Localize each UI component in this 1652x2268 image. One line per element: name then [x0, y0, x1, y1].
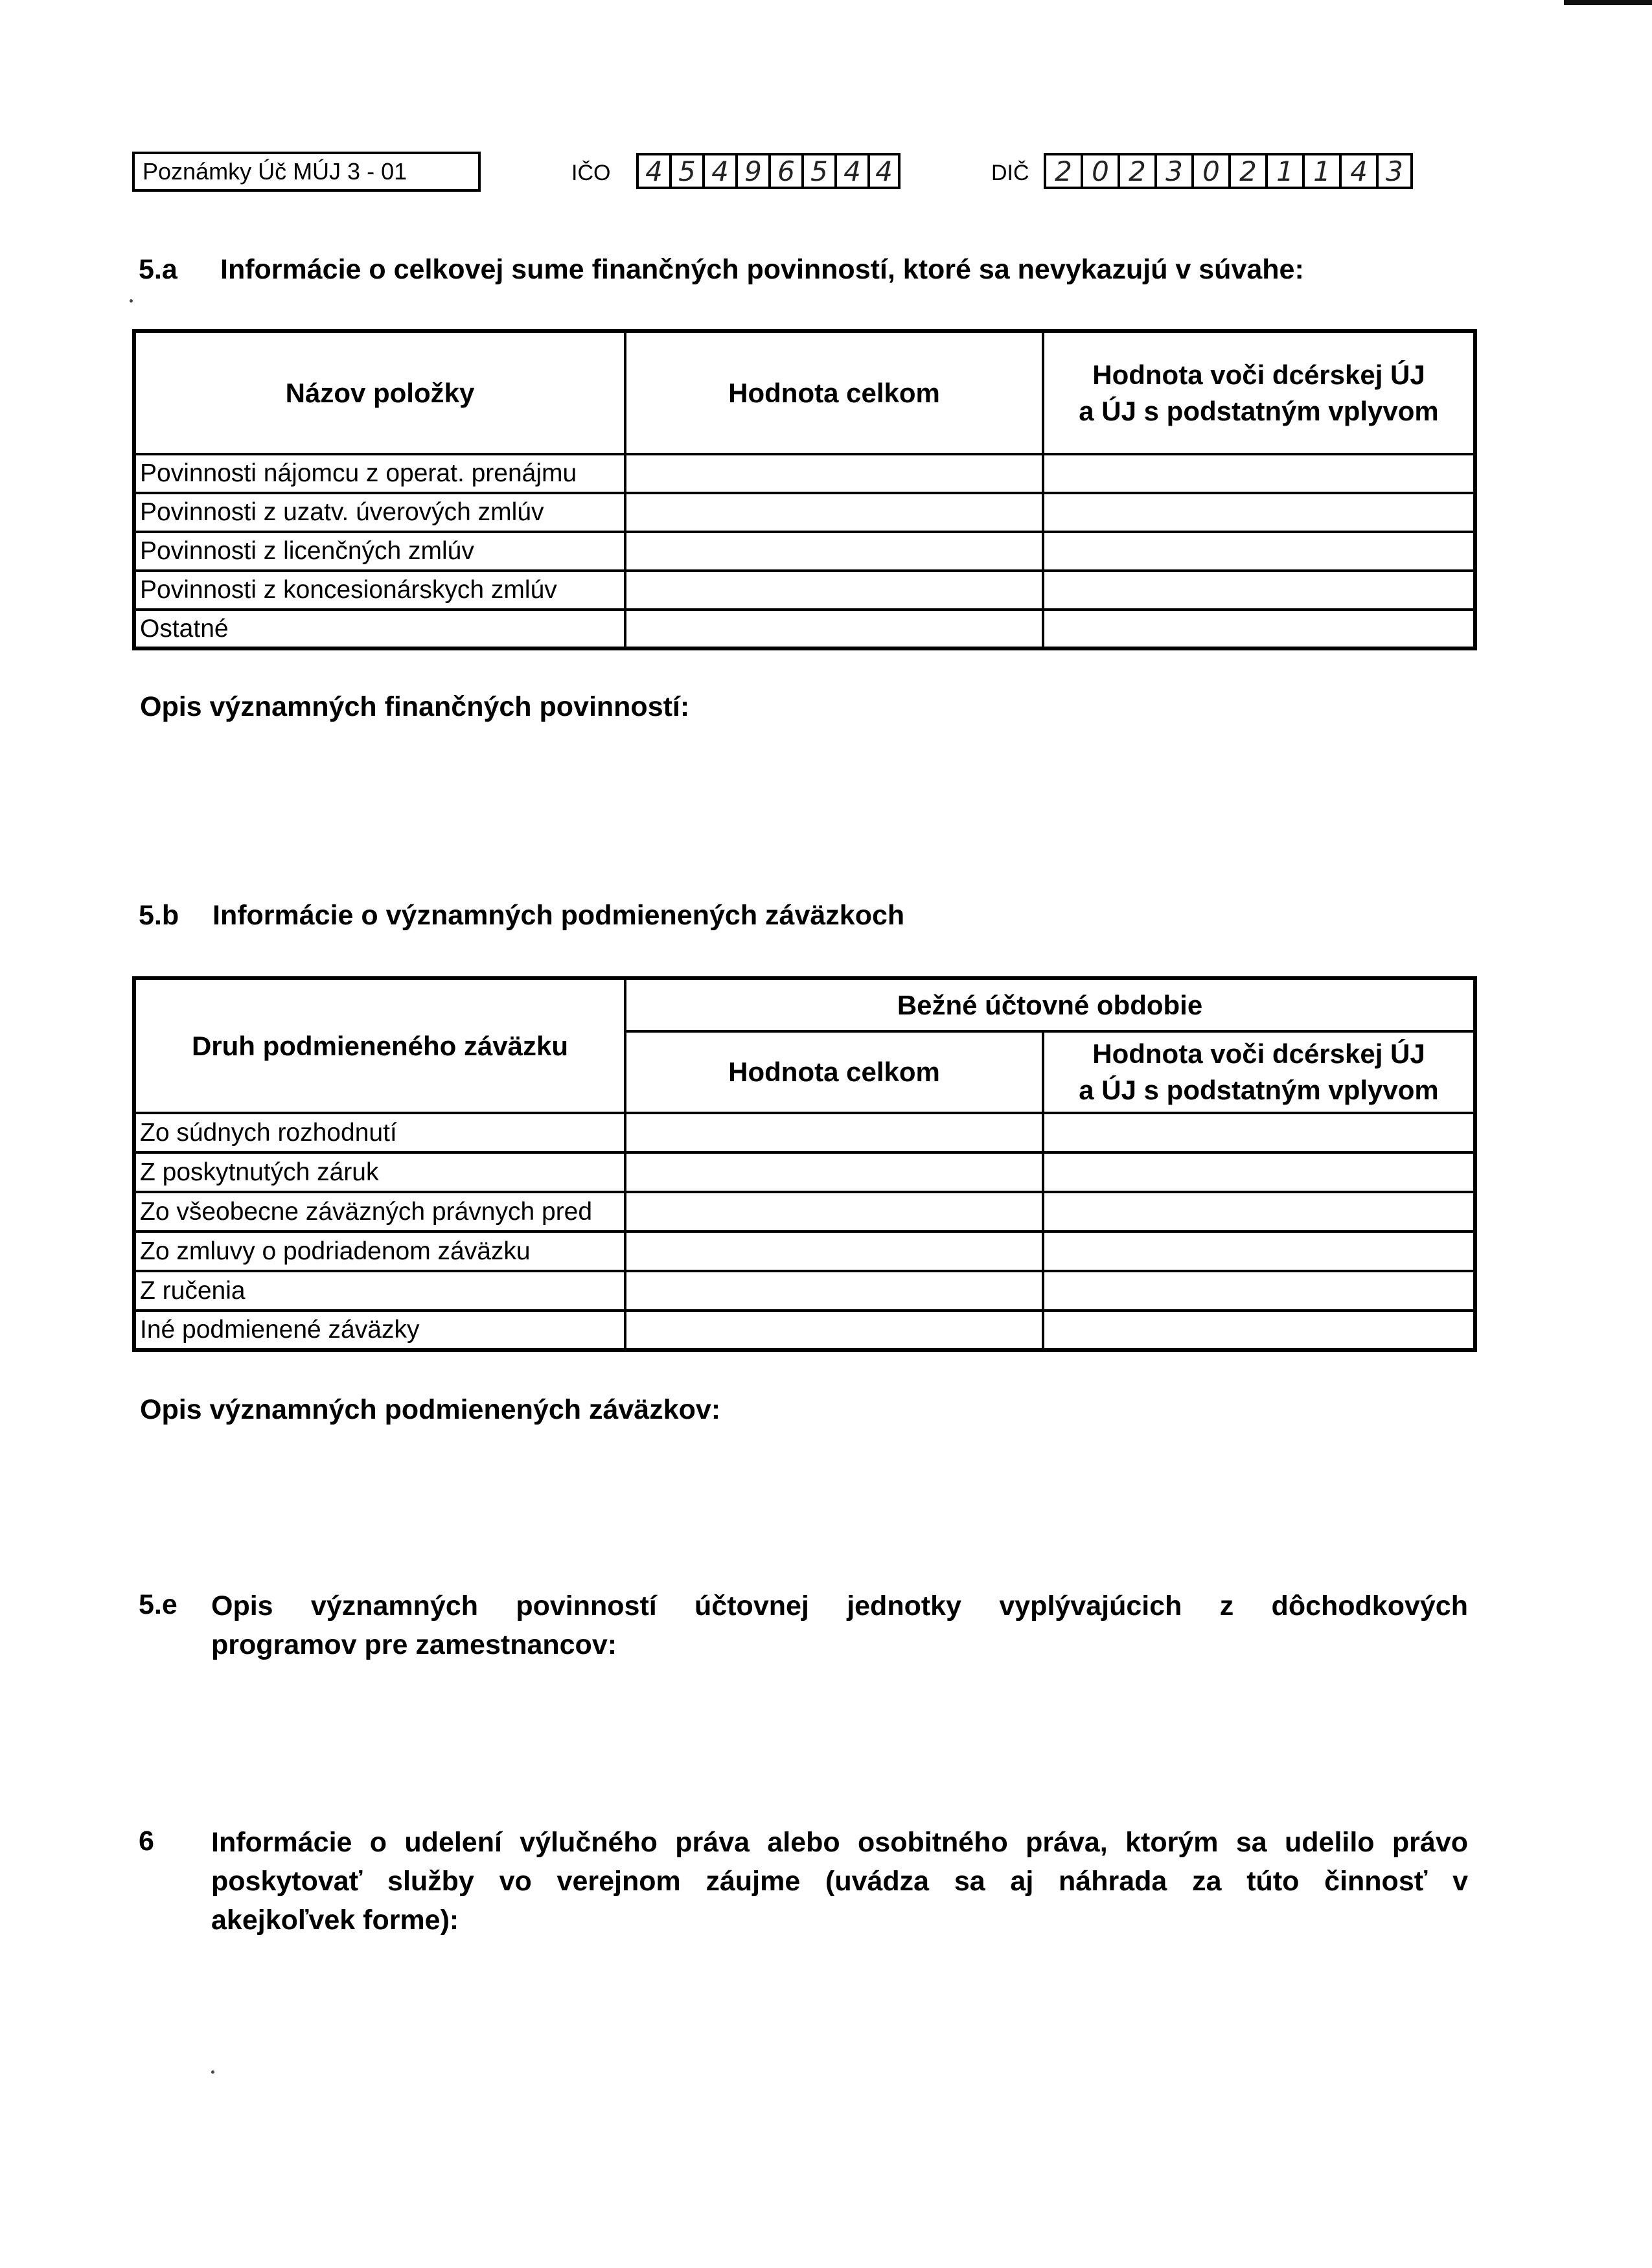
- dic-digit: 0: [1081, 153, 1118, 189]
- ico-digit: 6: [768, 153, 801, 189]
- table-row-label: Iné podmienené záväzky: [134, 1311, 625, 1350]
- dic-digit: 3: [1154, 153, 1191, 189]
- section-5a-number: 5.a: [139, 254, 178, 285]
- table-cell-total[interactable]: [625, 571, 1043, 610]
- column-header-liability-type: Druh podmieneného záväzku: [134, 978, 625, 1113]
- financial-obligations-table: [132, 329, 1477, 650]
- section-5a-title: Informácie o celkovej sume finančných povinností, ktoré sa nevykazujú v súvahe:: [220, 254, 1304, 285]
- section-5b-title: Informácie o významných podmienených záväzkoch: [212, 900, 905, 931]
- section-5e-text: Opis významných povinností účtovnej jednotky vyplývajúcich z dôchodkových programov pre zamestnancov:: [211, 1590, 1468, 1660]
- column-header-total-value: Hodnota celkom: [625, 1031, 1043, 1113]
- table-cell-subsidiary[interactable]: [1043, 1271, 1475, 1311]
- table-row-label: Z poskytnutých záruk: [134, 1152, 625, 1192]
- table-cell-total[interactable]: [625, 1113, 1043, 1152]
- scan-edge-mark: [1564, 0, 1652, 5]
- ico-digit: 5: [669, 153, 702, 189]
- column-header-subsidiary-value: Hodnota voči dcérskej ÚJ a ÚJ s podstatným vplyvom: [1043, 1031, 1475, 1113]
- section-5b-number: 5.b: [139, 900, 179, 931]
- dic-digit: 2: [1228, 153, 1265, 189]
- form-code-box: Poznámky Úč MÚJ 3 - 01: [132, 152, 481, 192]
- scan-speck: [130, 299, 133, 303]
- contingent-liabilities-table: [132, 976, 1477, 1352]
- table-cell-total[interactable]: [625, 532, 1043, 571]
- table-cell-total[interactable]: [625, 1231, 1043, 1271]
- dic-digit: 3: [1376, 153, 1413, 189]
- ico-digit: 5: [801, 153, 834, 189]
- table-cell-total[interactable]: [625, 493, 1043, 532]
- dic-digit: 4: [1339, 153, 1376, 189]
- column-header-current-period: Bežné účtovné obdobie: [625, 978, 1475, 1031]
- table-row-label: Povinnosti z koncesionárskych zmlúv: [134, 571, 625, 610]
- ico-digit: 4: [636, 153, 669, 189]
- dic-digit: 0: [1191, 153, 1228, 189]
- table-cell-subsidiary[interactable]: [1043, 610, 1475, 648]
- table-row-label: Povinnosti z licenčných zmlúv: [134, 532, 625, 571]
- table-cell-subsidiary[interactable]: [1043, 571, 1475, 610]
- table-cell-subsidiary[interactable]: [1043, 493, 1475, 532]
- dic-label: DIČ: [991, 161, 1029, 185]
- dic-digit-boxes: [1044, 153, 1413, 192]
- table-cell-subsidiary[interactable]: [1043, 1231, 1475, 1271]
- table-row-label: Povinnosti z uzatv. úverových zmlúv: [134, 493, 625, 532]
- table-row-label: Ostatné: [134, 610, 625, 648]
- table-row-label: Povinnosti nájomcu z operat. prenájmu: [134, 454, 625, 493]
- table-cell-total[interactable]: [625, 1152, 1043, 1192]
- ico-label: IČO: [571, 161, 611, 185]
- column-header-item-name: Názov položky: [134, 331, 625, 454]
- table-row-label: Zo súdnych rozhodnutí: [134, 1113, 625, 1152]
- section-5e-number: 5.e: [139, 1589, 178, 1620]
- table-row-label: Zo všeobecne záväzných právnych pred: [134, 1192, 625, 1231]
- financial-obligations-description-heading: Opis významných finančných povinností:: [140, 691, 690, 722]
- ico-digit-boxes: [636, 153, 901, 192]
- table-cell-subsidiary[interactable]: [1043, 1192, 1475, 1231]
- section-6-number: 6: [139, 1826, 154, 1857]
- table-cell-total[interactable]: [625, 1271, 1043, 1311]
- dic-digit: 2: [1118, 153, 1154, 189]
- table-row-label: Z ručenia: [134, 1271, 625, 1311]
- ico-digit: 4: [702, 153, 735, 189]
- section-6-text: Informácie o udelení výlučného práva alebo osobitného práva, ktorým sa udelilo právo poskytovať služby vo verejnom záujme (uvádza sa aj náhrada za túto činnosť v akejkoľvek forme):: [211, 1827, 1468, 1936]
- column-header-subsidiary-value: Hodnota voči dcérskej ÚJ a ÚJ s podstatným vplyvom: [1043, 331, 1475, 454]
- dic-digit: 2: [1044, 153, 1081, 189]
- table-cell-subsidiary[interactable]: [1043, 454, 1475, 493]
- column-header-total-value: Hodnota celkom: [625, 331, 1043, 454]
- contingent-liabilities-description-heading: Opis významných podmienených záväzkov:: [140, 1394, 721, 1425]
- dic-digit: 1: [1265, 153, 1302, 189]
- table-row-label: Zo zmluvy o podriadenom záväzku: [134, 1231, 625, 1271]
- table-cell-subsidiary[interactable]: [1043, 1113, 1475, 1152]
- ico-digit: 4: [867, 153, 901, 189]
- table-cell-subsidiary[interactable]: [1043, 1152, 1475, 1192]
- table-cell-subsidiary[interactable]: [1043, 1311, 1475, 1350]
- table-cell-total[interactable]: [625, 1192, 1043, 1231]
- table-cell-total[interactable]: [625, 1311, 1043, 1350]
- scan-speck: [211, 2070, 214, 2074]
- table-cell-total[interactable]: [625, 610, 1043, 648]
- ico-digit: 9: [735, 153, 768, 189]
- table-cell-total[interactable]: [625, 454, 1043, 493]
- table-cell-subsidiary[interactable]: [1043, 532, 1475, 571]
- dic-digit: 1: [1302, 153, 1339, 189]
- ico-digit: 4: [834, 153, 867, 189]
